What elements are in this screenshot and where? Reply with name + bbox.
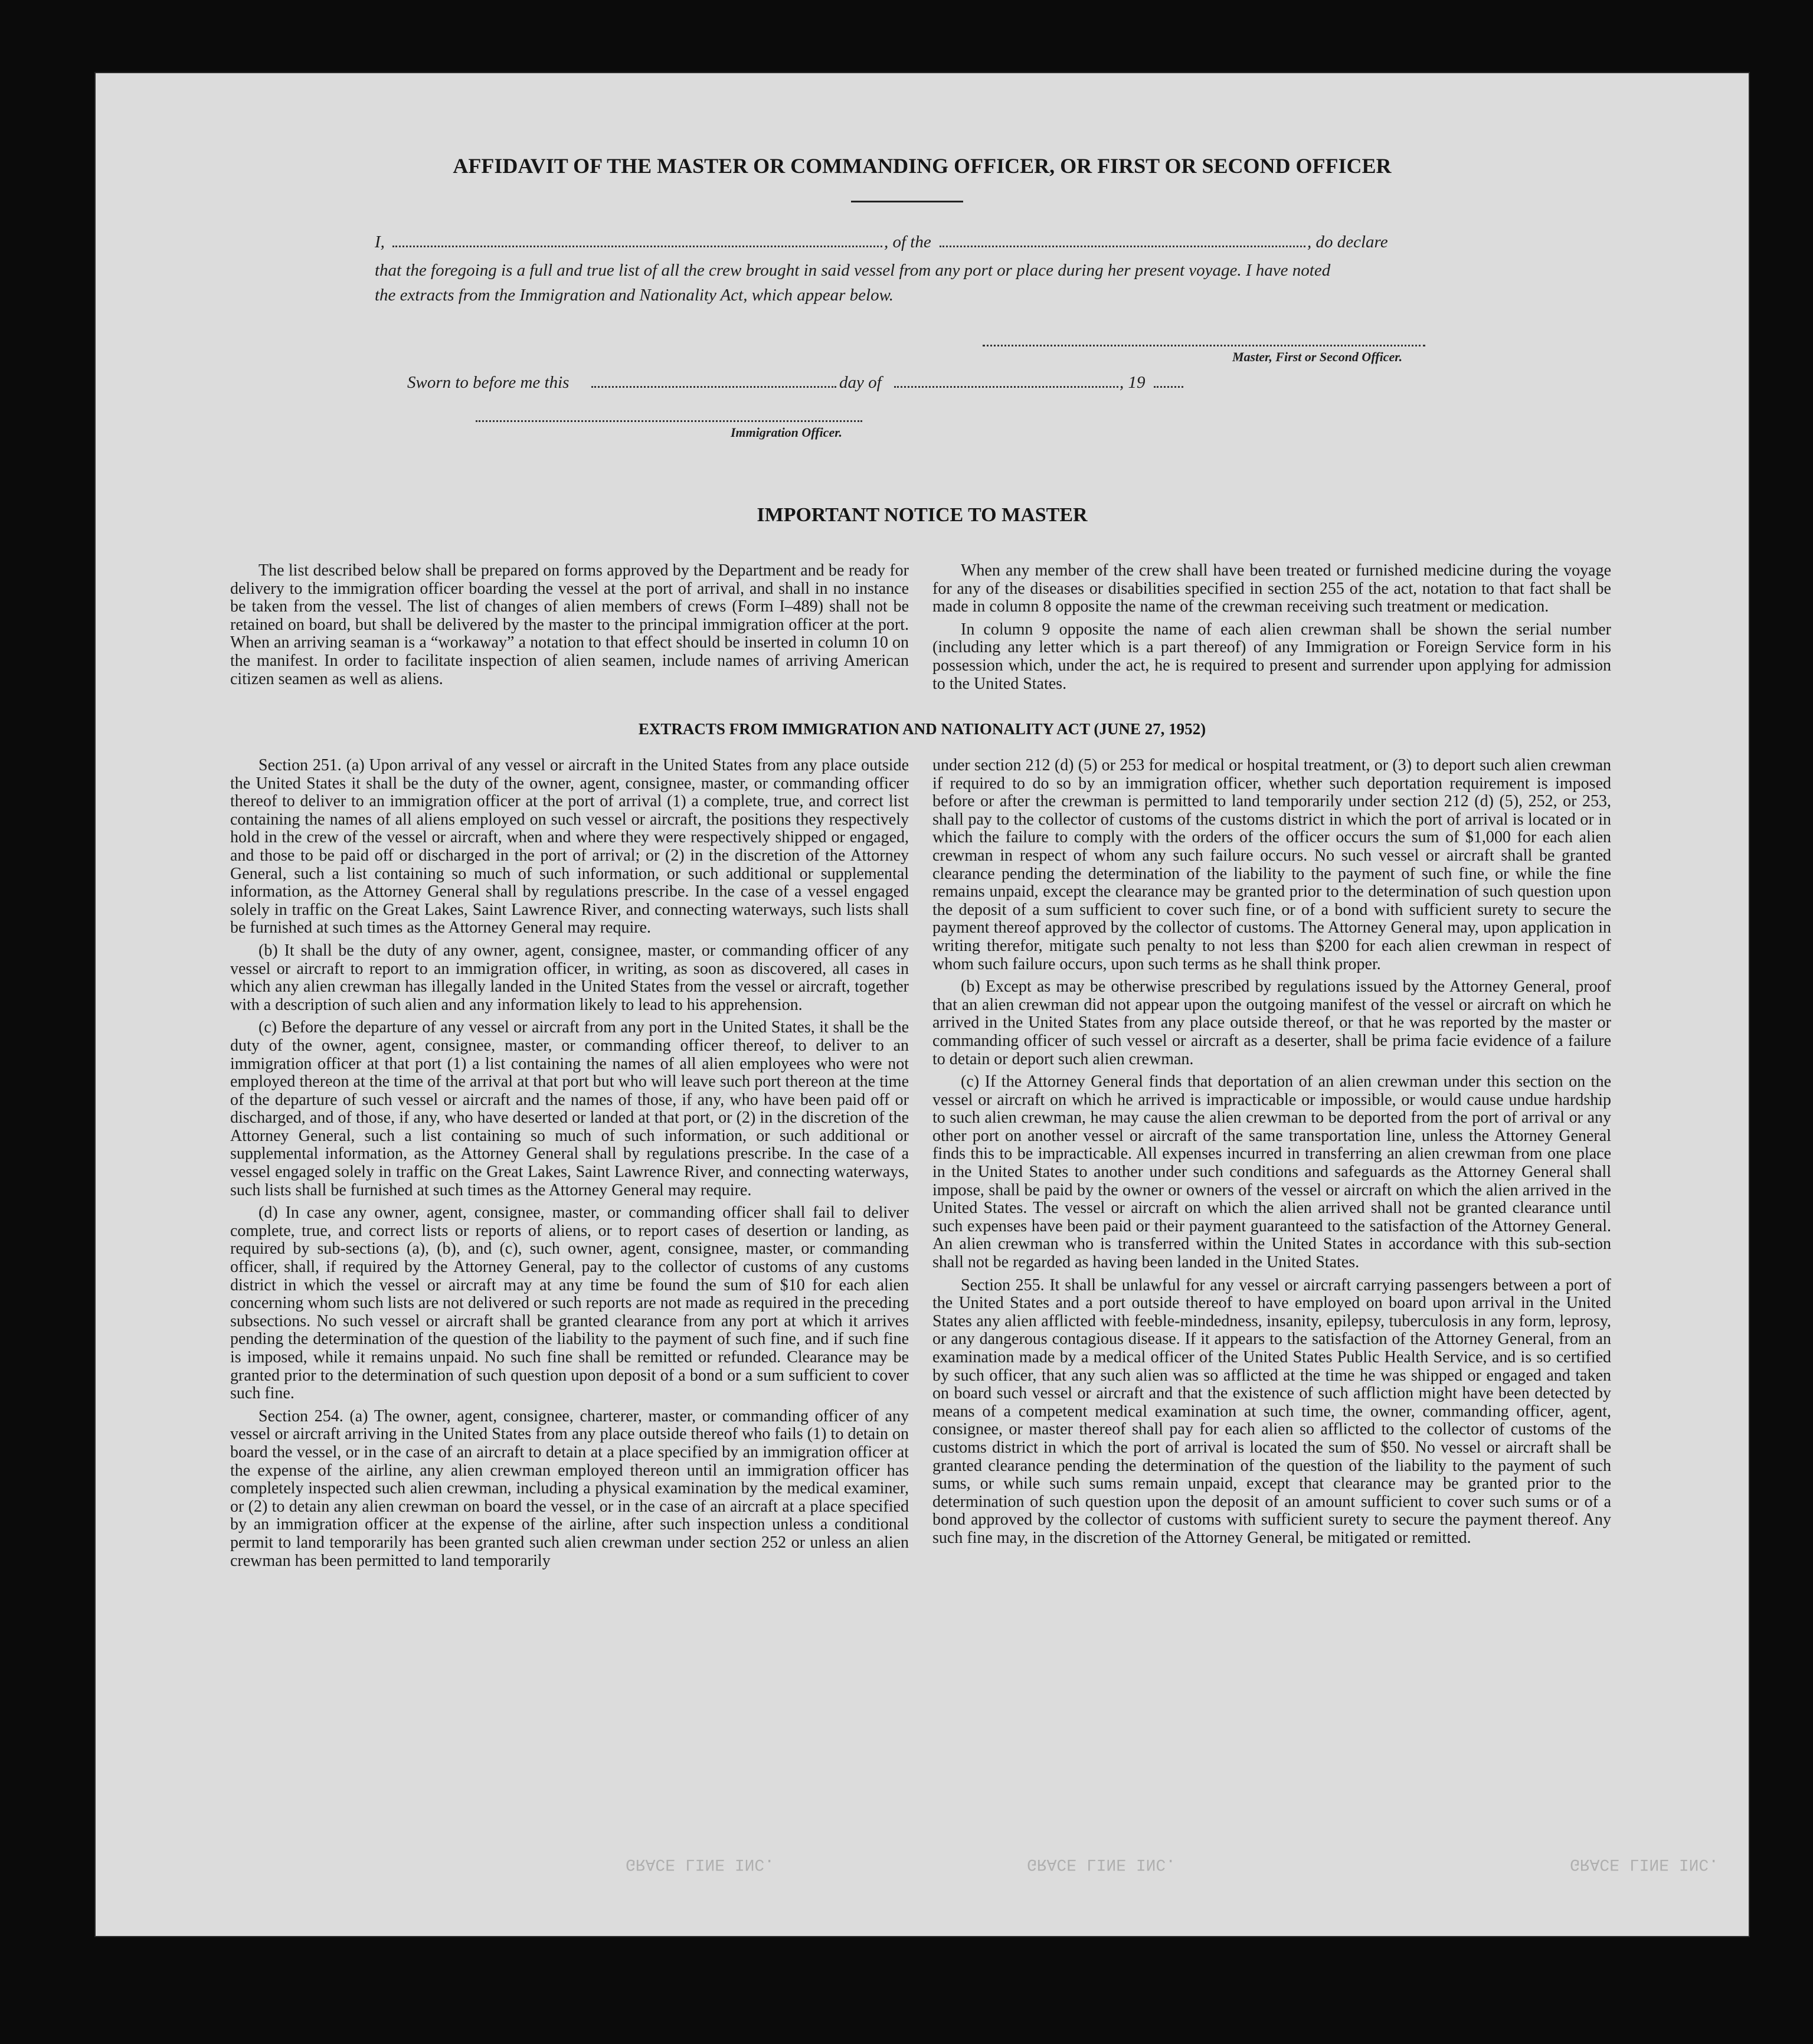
day-of-label: day of — [839, 373, 882, 392]
sworn-day-field[interactable] — [591, 386, 836, 388]
officer-caption: Immigration Officer. — [731, 425, 843, 440]
sworn-label: Sworn to before me this — [407, 373, 570, 392]
notice-right-paragraph-1: When any member of the crew shall have been treated or furnished medicine during the voyage for any of the diseases or disabilities specified in section 255 of the act, notation to that fact shall be made in column 8 opposite the name of the crewman receiving such treatment or medication. — [932, 561, 1611, 616]
section-254-c: (c) If the Attorney General finds that deportation of an alien crewman under this section on the vessel or aircraft on which he arrived is impracticable or impossible, or would cause undue hardship to such alien crewman, he may cause the alien crewman to be deported from the port of arrival or any other port on another vessel or aircraft of the same transportation line, unless the Attorney General finds this to be impracticable. All expenses incurred in transferring an alien crewman from one place in the United States to another under such conditions and safeguards as the Attorney General shall impose, shall be paid by the owner or owners of the vessel or aircraft on which the alien arrived in the United States. The vessel or aircraft on which the alien arrived shall not be granted clearance until such expenses have been paid or their payment guaranteed to the satisfaction of the Attorney General. An alien crewman who is transferred within the United States in accordance with this sub-section shall not be regarded as having been landed in the United States. — [932, 1072, 1611, 1272]
affidavit-i-label: I, — [375, 233, 385, 251]
extracts-right-column — [932, 757, 1611, 1548]
name-field[interactable] — [392, 246, 882, 247]
section-254-b: (b) Except as may be otherwise prescribed by regulations issued by the Attorney General, proof that an alien crewman did not appear upon the outgoing manifest of the vessel or aircraft on which he arrived in the United States from any place outside thereof, or that he was reported by the master or commanding officer of such vessel or aircraft as a deserter, shall be prima facie evidence of a failure to detain or deport such alien crewman. — [932, 977, 1611, 1068]
master-caption: Master, First or Second Officer. — [1232, 349, 1403, 364]
title-rule — [851, 201, 963, 202]
section-251-b: (b) It shall be the duty of any owner, agent, consignee, master, or commanding officer of any vessel or aircraft to report to an immigration officer, in writing, as soon as discovered, all cases in which any alien crewman has illegally landed in the United States from the vessel or aircraft, together with a description of such alien and any information likely to lead to his apprehension. — [230, 941, 909, 1014]
extracts-left-column — [230, 757, 909, 1570]
notice-right-paragraph-2: In column 9 opposite the name of each alien crewman shall be shown the serial number (including any letter which is a part thereof) of any Immigration or Foreign Service form in his possession which, under the act, he is required to present and surrender upon applying for admission to the United States. — [932, 620, 1611, 693]
of-the-label: , of the — [884, 233, 931, 251]
extracts-title: EXTRACTS FROM IMMIGRATION AND NATIONALITY ACT (JUNE 27, 1952) — [638, 720, 1206, 738]
officer-signature-field[interactable] — [476, 420, 862, 422]
notice-right-column — [932, 562, 1611, 693]
document-page — [94, 72, 1750, 1937]
vessel-field[interactable] — [940, 246, 1305, 247]
bleed-through-text: GRACE LINE INC. — [1027, 1855, 1176, 1873]
section-251-a: Section 251. (a) Upon arrival of any vessel or aircraft in the United States from any place outside the United States it shall be the duty of the owner, agent, consignee, master, or commanding officer thereof to deliver to an immigration officer at the port of arrival (1) a complete, true, and correct list containing the names of all aliens employed on such vessel or aircraft, the positions they respectively hold in the crew of the vessel or aircraft, when and where they were respectively shipped or engaged, and those to be paid off or discharged in the port of arrival; or (2) in the discretion of the Attorney General, such a list containing so much of such information, or such additional or supplemental information, as the Attorney General shall by regulations prescribe. In the case of a vessel engaged solely in traffic on the Great Lakes, Saint Lawrence River, and connecting waterways, such lists shall be furnished at such times as the Attorney General may require. — [230, 756, 909, 937]
notice-left-paragraph: The list described below shall be prepared on forms approved by the Department and be ready for delivery to the immigration officer boarding the vessel at the port of arrival, and shall in no instance be taken from the vessel. The list of changes of alien members of crews (Form I–489) shall not be retained on board, but shall be delivered by the master to the principal immigration officer at the port. When an arriving seaman is a “workaway” a notation to that effect should be inserted in column 10 on the manifest. In order to facilitate inspection of alien seamen, include names of arriving American citizen seamen as well as aliens. — [230, 561, 909, 688]
sworn-month-field[interactable] — [894, 386, 1118, 388]
affidavit-title: AFFIDAVIT OF THE MASTER OR COMMANDING OFFICER, OR FIRST OR SECOND OFFICER — [453, 154, 1392, 178]
section-254-a-cont: under section 212 (d) (5) or 253 for medical or hospital treatment, or (3) to deport such alien crewman if required to do so by an immigration officer, whether such deportation requirement is imposed before or after the crewman is permitted to land temporarily under section 212 (d) (5), 252, or 253, shall pay to the collector of customs of the customs district in which the port of arrival is located or in which the failure to comply with the orders of the officer occurs the sum of $1,000 for each alien crewman in respect of whom any such failure occurs. No such vessel or aircraft shall be granted clearance pending the determination of the liability to the payment of such fine, or while the fine remains unpaid, except the clearance may be granted prior to the determination of such question upon the deposit of a sum sufficient to cover such fine, or of a bond with sufficient surety to secure the payment thereof approved by the collector of customs. The Attorney General may, upon application in writing therefor, mitigate such penalty to not less than $200 for each alien crewman in respect of whom such failure occurs, upon such terms as he shall think proper. — [932, 756, 1611, 973]
section-251-d: (d) In case any owner, agent, consignee, master, or commanding officer shall fail to deliver complete, true, and correct lists or reports of aliens, or to report cases of desertion or landing, as required by sub-sections (a), (b), and (c), such owner, agent, consignee, master, or commanding officer, shall, if required by the Attorney General, pay to the collector of customs of any customs district in which the vessel or aircraft may at any time be found the sum of $10 for each alien concerning whom such lists are not delivered or such reports are not made as required in the preceding subsections. No such vessel or aircraft shall be granted clearance from any port at which it arrives pending the determination of the question of the liability to the payment of such fine, and if such fine is imposed, while it remains unpaid. No such fine shall be remitted or refunded. Clearance may be granted prior to the determination of such question upon deposit of a bond or a sum sufficient to cover such fine. — [230, 1203, 909, 1403]
bleed-through-text: GRACE LINE INC. — [1570, 1855, 1719, 1873]
bleed-through-text: GRACE LINE INC. — [626, 1855, 775, 1873]
affidavit-statement: that the foregoing is a full and true list of all the crew brought in said vessel from any port or place during her present voyage. I have noted — [375, 261, 1331, 280]
notice-left-column — [230, 562, 909, 688]
master-signature-field[interactable] — [983, 345, 1425, 346]
section-255: Section 255. It shall be unlawful for any vessel or aircraft carrying passengers between a port of the United States and a port outside thereof to have employed on board upon arrival in the United States any alien afflicted with feeble-mindedness, insanity, epilepsy, tuberculosis in any form, leprosy, or any dangerous contagious disease. If it appears to the satisfaction of the Attorney General, from an examination made by a medical officer of the United States Public Health Service, and is so certified by such officer, that any such alien was so afflicted at the time he was shipped or engaged and taken on board such vessel or aircraft and that the existence of such affliction might have been detected by means of a competent medical examination at such time, the owner, commanding officer, agent, consignee, or master thereof shall pay for each alien so afflicted to the collector of customs of the customs district in which the port of arrival is located the sum of $50. No vessel or aircraft shall be granted clearance pending the determination of the question of the liability to the payment of such sums, or while such sums remain unpaid, except that clearance may be granted prior to the determination of such question upon the deposit of an amount sufficient to cover such sums or of a bond approved by the collector of customs with sufficient surety to secure the payment thereof. Any such fine may, in the discretion of the Attorney General, be mitigated or remitted. — [932, 1276, 1611, 1547]
section-251-c: (c) Before the departure of any vessel or aircraft from any port in the United States, it shall be the duty of the owner, agent, consignee, master, or commanding officer thereof, to deliver to an immigration officer at that port (1) a list containing the names of all alien employees who were not employed thereon at the time of the arrival at that port but who will leave such port thereon at the time of the departure of such vessel or aircraft and the names of those, if any, who have been paid off or discharged, and of those, if any, who have deserted or landed at that port, or (2) in the discretion of the Attorney General, such a list containing so much of such information, or such additional or supplemental information, as the Attorney General shall by regulations prescribe. In the case of a vessel engaged solely in traffic on the Great Lakes, Saint Lawrence River, and connecting waterways, such lists shall be furnished at such times as the Attorney General may require. — [230, 1018, 909, 1199]
affidavit-statement-cont: the extracts from the Immigration and Nationality Act, which appear below. — [375, 286, 894, 305]
declare-label: , do declare — [1307, 233, 1388, 251]
year-label: , 19 — [1120, 373, 1146, 392]
sworn-year-field[interactable] — [1154, 386, 1183, 388]
notice-title: IMPORTANT NOTICE TO MASTER — [757, 504, 1088, 526]
section-254-a: Section 254. (a) The owner, agent, consignee, charterer, master, or commanding officer of any vessel or aircraft arriving in the United States from any place outside thereof who fails (1) to detain on board the vessel, or in the case of an aircraft to detain at a place specified by an immigration officer at the expense of the airline, any alien crewman employed thereon until an immigration officer has completely inspected such alien crewman, including a physical examination by the medical examiner, or (2) to detain any alien crewman on board the vessel, or in the case of an aircraft at a place specified by an immigration officer at the expense of the airline, after such inspection unless a conditional permit to land temporarily has been granted such alien crewman under section 252 or unless an alien crewman has been permitted to land temporarily — [230, 1407, 909, 1570]
